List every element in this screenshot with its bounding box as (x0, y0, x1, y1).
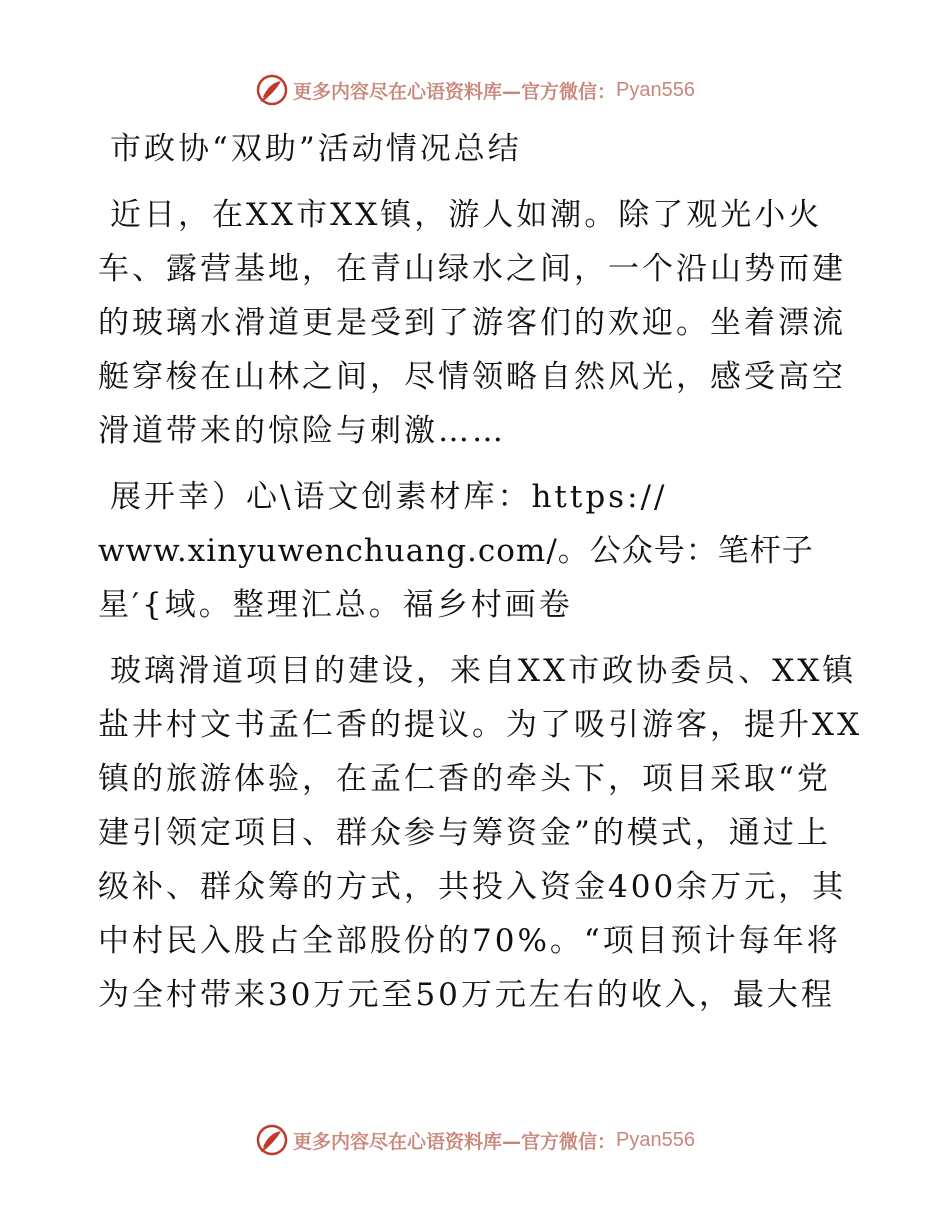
paragraph-line: 玻璃滑道项目的建设，来自XX市政协委员、XX镇 (110, 653, 857, 689)
paragraph-line: 级补、群众筹的方式，共投入资金400余万元，其 (98, 869, 847, 905)
header-banner-id: Pyan556 (616, 78, 695, 101)
paragraph-line: 车、露营基地，在青山绿水之间，一个沿山势而建 (98, 251, 846, 287)
paragraph-line: 镇的旅游体验，在孟仁香的牵头下，项目采取“党 (98, 761, 831, 797)
footer-banner-id: Pyan556 (616, 1128, 695, 1151)
document-body (98, 122, 863, 1034)
paragraph-line: 的玻璃水滑道更是受到了游客们的欢迎。坐着漂流 (98, 305, 846, 341)
paragraph-line: 中村民入股占全部股份的70%。“项目预计每年将 (98, 923, 841, 959)
paragraph-line: 盐井村文书孟仁香的提议。为了吸引游客，提升XX (98, 707, 863, 743)
pen-logo-icon (255, 73, 289, 107)
paragraph-1 (98, 188, 858, 458)
footer-banner (0, 1120, 950, 1160)
header-banner-text: 更多内容尽在心语资料库—官方微信： (293, 80, 617, 103)
pen-logo-icon (255, 1123, 289, 1157)
footer-banner-text: 更多内容尽在心语资料库—官方微信： (293, 1130, 617, 1153)
header-banner (0, 70, 950, 110)
paragraph-line: 建引领定项目、群众参与筹资金”的模式，通过上 (98, 815, 831, 851)
document-title: 市政协“双助”活动情况总结 (110, 131, 522, 167)
paragraph-line: 艇穿梭在山林之间，尽情领略自然风光，感受高空 (98, 359, 846, 395)
paragraph-line: 滑道带来的惊险与刺激…… (98, 413, 506, 449)
paragraph-line: www.xinyuwenchuang.com/。公众号：笔杆子 (98, 533, 814, 569)
paragraph-3 (98, 644, 863, 1022)
paragraph-line: 为全村带来30万元至50万元左右的收入，最大程 (98, 977, 835, 1013)
paragraph-2 (98, 470, 858, 632)
paragraph-line: 展开幸）心\语文创素材库：https:// (110, 479, 668, 515)
paragraph-line: 近日，在XX市XX镇，游人如潮。除了观光小火 (110, 197, 823, 233)
paragraph-line: 星′{域。整理汇总。福乡村画卷 (98, 587, 573, 623)
